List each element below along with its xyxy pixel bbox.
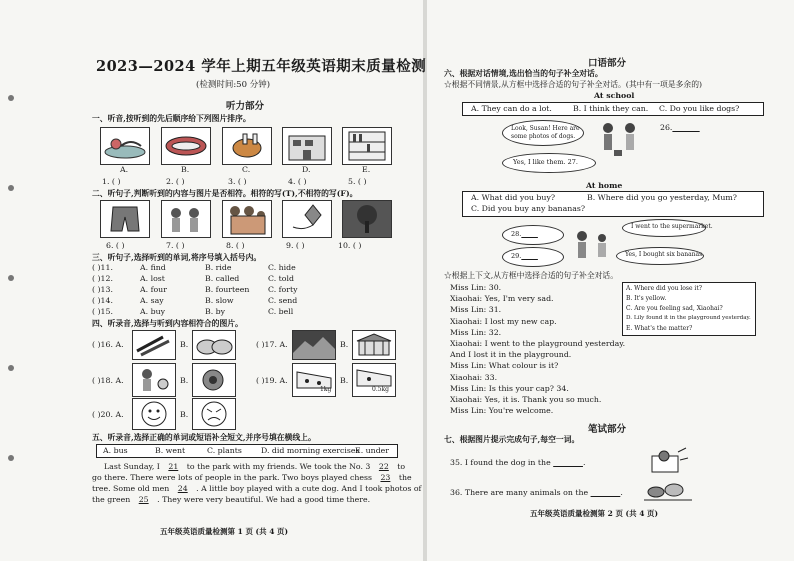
pic-letter-e: E. [362, 165, 371, 174]
tree-picture [342, 200, 392, 238]
q20-b-label: B. [180, 410, 189, 419]
school-option-a: A. They can do a lot. [471, 104, 552, 113]
dog-in-box-illustration [646, 446, 690, 478]
word-option-a: A. bus [103, 446, 128, 455]
school-option-b: B. I think they can. [573, 104, 649, 113]
pic-letter-b: B. [181, 165, 190, 174]
home-option-a: A. What did you buy? [471, 193, 556, 202]
speech-bubble-bananas [616, 247, 704, 265]
speech-bubble-27 [502, 153, 596, 173]
school-option-c: C. Do you like dogs? [659, 104, 740, 113]
word-option-c: C. plants [207, 446, 242, 455]
dialogue-line[interactable]: Miss Lin: 32. [450, 327, 502, 337]
blank-25[interactable]: 25 [138, 495, 149, 504]
at-home-label: At home [586, 181, 623, 190]
angry-face-picture [192, 398, 236, 430]
family-picture [222, 200, 272, 238]
q19-label[interactable]: ( )19. A. [256, 376, 288, 385]
sentence-36: 36. There are many animals on the . [450, 488, 623, 497]
blank-35[interactable] [553, 458, 583, 467]
q3-option-b: B. slow [205, 296, 234, 305]
q3-option-a: A. say [140, 296, 164, 305]
blank-29[interactable] [511, 252, 538, 260]
dialogue-option-c: C. Are you feeling sad, Xiaohai? [626, 305, 723, 312]
blank-24[interactable]: 24 [177, 484, 188, 493]
dialogue-options-box [622, 282, 756, 336]
bubble-text: some photos of dogs. [511, 133, 576, 140]
pic-letter-a: A. [120, 165, 129, 174]
sentence-35-text: 35. I found the dog in the [450, 458, 551, 467]
q3-option-c: C. hide [268, 263, 296, 272]
answer-6[interactable]: 6. ( ) [106, 241, 125, 250]
page-two [428, 0, 794, 561]
speech-bubble [502, 120, 584, 146]
q7-instruction: 七、根据图片提示完成句子,每空一词。 [444, 435, 580, 444]
kids-illustration-school [596, 120, 646, 164]
q5-instruction: 五、听录音,选择正确的单词或短语补全短文,并序号填在横线上。 [92, 433, 316, 442]
hotdog-picture [161, 127, 211, 165]
q6-sub2: ☆根据上下文,从方框中选择合适的句子补全对话。 [444, 271, 619, 280]
dialogue-line[interactable]: Miss Lin: 30. [450, 283, 502, 292]
answer-9[interactable]: 9. ( ) [286, 241, 305, 250]
word-option-e: E. under [355, 446, 390, 455]
pic-letter-c: C. [242, 165, 251, 174]
q3-option-b: B. fourteen [205, 285, 250, 294]
dialogue-line: Xiaohai: I lost my new cap. [450, 316, 557, 326]
answer-1[interactable]: 1. ( ) [102, 177, 121, 186]
sports-picture-a [132, 363, 176, 397]
blank-27[interactable]: Yes, I like them. 27. [513, 158, 578, 166]
dialogue [450, 282, 625, 416]
speech-bubble-29 [502, 247, 564, 267]
bookshelf-picture [342, 127, 392, 165]
bubble-text: I went to the supermarket. [631, 223, 713, 230]
passage-text: to [397, 462, 406, 471]
q6-instruction: 六、根据对话情境,选出恰当的句子补全对话。 [444, 69, 603, 78]
answer-2[interactable]: 2. ( ) [166, 177, 185, 186]
q3-option-a: A. lost [140, 274, 165, 283]
q3-option-c: C. forty [268, 285, 298, 294]
q3-num[interactable]: ( )12. [92, 274, 113, 283]
weight-label-b: 0.5kg [372, 386, 390, 393]
children-picture [161, 200, 211, 238]
dialogue-option-b: B. It's yellow. [626, 295, 667, 302]
passage-text: . They were very beautiful. We had a good time there. [157, 495, 371, 504]
speech-bubble-28 [502, 225, 564, 245]
passage-text: the green [92, 495, 131, 504]
shorts-picture [100, 200, 150, 238]
q4-instruction: 四、听录音,选择与听到内容相符合的图片。 [92, 319, 243, 328]
q16-b-label: B. [180, 340, 189, 349]
page-fold [423, 0, 427, 561]
q3-num[interactable]: ( )14. [92, 296, 113, 305]
passage-line-4 [92, 495, 370, 504]
dialogue-line: Miss Lin: You're welcome. [450, 406, 554, 416]
school-options-box [462, 102, 764, 116]
food-picture-a [132, 330, 176, 360]
word-option-b: B. went [155, 446, 186, 455]
clutter-picture-b [192, 363, 236, 397]
blank-28-label: 28. [511, 230, 522, 238]
q3-option-b: B. ride [205, 263, 232, 272]
happy-face-picture [132, 398, 176, 430]
passage-text: . A little boy played with a cute dog. And I took photos of [196, 484, 422, 493]
word-bank-box [96, 444, 398, 458]
dialogue-line[interactable]: Miss Lin: Is this your cap? 34. [450, 383, 569, 393]
home-options-box [462, 191, 764, 217]
bubble-text: Look, Susan! Here are [511, 125, 580, 132]
q2-instruction: 二、听句子,判断听到的内容与图片是否相符。相符的写(T),不相符的写(F)。 [92, 189, 358, 198]
farm-animals-illustration [644, 476, 692, 506]
blank-23[interactable]: 23 [380, 473, 391, 482]
passage-line-2 [92, 473, 412, 482]
blank-28[interactable] [511, 230, 538, 238]
q16-label[interactable]: ( )16. A. [92, 340, 124, 349]
q3-option-c: C. told [268, 274, 294, 283]
answer-10[interactable]: 10. ( ) [338, 241, 362, 250]
dialogue-option-e: E. What's the matter? [626, 325, 693, 332]
mountain-picture-a [292, 330, 336, 360]
blank-26[interactable] [660, 123, 700, 132]
q3-instruction: 三、听句子,选择听到的单词,将序号填入括号内。 [92, 253, 262, 262]
passage-text: Last Sunday, I [104, 462, 160, 471]
q20-label[interactable]: ( )20. A. [92, 410, 124, 419]
pic-letter-d: D. [302, 165, 311, 174]
blank-26-label: 26. [660, 123, 673, 132]
bubble-text: Yes, I bought six bananas. [625, 251, 705, 258]
q18-label[interactable]: ( )18. A. [92, 376, 124, 385]
speech-bubble-supermarket [622, 219, 713, 237]
q3-option-c: C. send [268, 296, 298, 305]
passage-text: go there. There were lots of people in the park. Two boys played chess [92, 473, 372, 482]
weight-label-a: 1kg [320, 386, 332, 393]
dialogue-line: Xiaohai: I went to the playground yesterday. [450, 339, 626, 349]
passage-text: to the park with my friends. We took the No. 3 [186, 462, 371, 471]
answer-8[interactable]: 8. ( ) [226, 241, 245, 250]
answer-4[interactable]: 4. ( ) [288, 177, 307, 186]
q3-num[interactable]: ( )13. [92, 285, 113, 294]
sentence-35: 35. I found the dog in the . [450, 458, 586, 467]
kite-picture [282, 200, 332, 238]
passage-text: the [398, 473, 412, 482]
word-option-d: D. did morning exercises [261, 446, 360, 455]
home-option-c: C. Did you buy any bananas? [471, 204, 586, 213]
q3-option-a: A. buy [140, 307, 166, 316]
chicken-picture [222, 127, 272, 165]
family-illustration-home [570, 228, 616, 268]
shoes-picture-b [192, 330, 236, 360]
dialogue-line: Xiaohai: Yes, I'm very sad. [450, 294, 554, 304]
q17-label[interactable]: ( )17. A. [256, 340, 288, 349]
q3-option-c: C. bell [268, 307, 294, 316]
exam-subtitle: (检测时间:50 分钟) [196, 80, 271, 90]
at-school-label: At school [594, 91, 635, 100]
q1-instruction: 一、听音,按听到的先后顺序给下列图片排序。 [92, 114, 251, 123]
swimmer-picture [100, 127, 150, 165]
dialogue-line[interactable]: Xiaohai: 33. [450, 372, 498, 382]
q17-b-label: B. [340, 340, 349, 349]
written-header: 笔试部分 [588, 424, 627, 435]
dialogue-line: Xiaohai: Yes, it is. Thank you so much. [450, 395, 602, 405]
blank-21[interactable]: 21 [168, 462, 179, 471]
answer-7[interactable]: 7. ( ) [166, 241, 185, 250]
q3-option-a: A. four [140, 285, 167, 294]
dialogue-option-d: D. Lily found it in the playground yesterday. [626, 315, 751, 321]
page1-footer: 五年级英语质量检测第 1 页 (共 4 页) [160, 527, 289, 536]
listening-header: 听力部分 [226, 101, 265, 112]
passage-line-1 [104, 462, 405, 471]
q6-sub1: ☆根据不同情景,从方框中选择合适的句子补全对话。(其中有一项是多余的) [444, 80, 703, 89]
passage-text: tree. Some old men [92, 484, 170, 493]
museum-picture-b [352, 330, 396, 360]
exam-title: 2023—2024 学年上期五年级英语期末质量检测 [96, 58, 427, 75]
q3-option-b: B. called [205, 274, 240, 283]
answer-5[interactable]: 5. ( ) [348, 177, 367, 186]
oral-header: 口语部分 [588, 58, 627, 69]
dialogue-line[interactable]: Miss Lin: 31. [450, 305, 502, 315]
q19-b-label: B. [340, 376, 349, 385]
q18-b-label: B. [180, 376, 189, 385]
blank-29-label: 29. [511, 252, 522, 260]
page2-footer: 五年级英语质量检测第 2 页 (共 4 页) [530, 509, 659, 518]
building-picture [282, 127, 332, 165]
home-option-b: B. Where did you go yesterday, Mum? [587, 193, 737, 202]
blank-36[interactable] [591, 488, 621, 497]
q3-option-b: B. by [205, 307, 226, 316]
dialogue-line: Miss Lin: What colour is it? [450, 361, 559, 371]
dialogue-option-a: A. Where did you lose it? [626, 285, 702, 292]
answer-3[interactable]: 3. ( ) [228, 177, 247, 186]
sentence-36-text: 36. There are many animals on the [450, 488, 589, 497]
dialogue-line: And I lost it in the playground. [450, 350, 572, 360]
q3-num[interactable]: ( )11. [92, 263, 113, 272]
q3-option-a: A. find [140, 263, 166, 272]
q3-num[interactable]: ( )15. [92, 307, 113, 316]
blank-22[interactable]: 22 [378, 462, 389, 471]
passage-line-3 [92, 484, 421, 493]
